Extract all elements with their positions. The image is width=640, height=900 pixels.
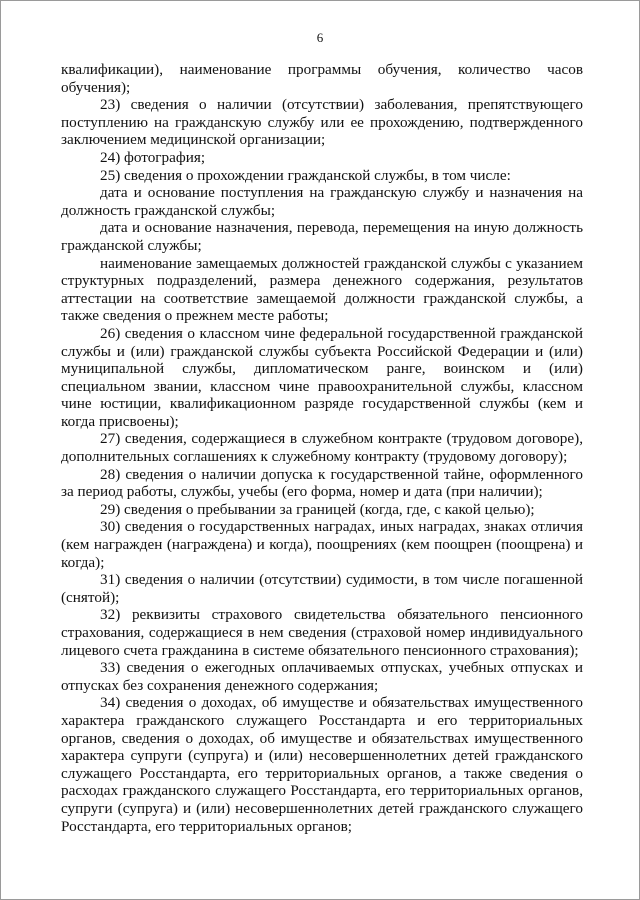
paragraph: 24) фотография; [100, 148, 206, 166]
paragraph: дата и основание поступления на гражданскую службу и назначения на должность гражданской службы; [61, 184, 583, 219]
paragraph: 28) сведения о наличии допуска к государственной тайне, оформленного за период работы, службы, учебы (его форма, номер и дата (при наличии); [61, 465, 583, 501]
paragraph: 31) сведения о наличии (отсутствии) судимости, в том числе погашенной (снятой); [61, 571, 583, 606]
paragraph: наименование замещаемых должностей гражданской службы с указанием структурных подразделений, размера денежного содержания, результатов аттестации на соответствие замещаемой должности гражданской службы, а также сведения о прежнем месте работы; [61, 254, 583, 325]
paragraph: 26) сведения о классном чине федеральной государственной гражданской службы и (или) гражданской службы субъекта Российской Федерации и (или) муниципальной службы, дипломатическом ранге, воинском и (или) специальном звании, классном чине правоохранительной службы, классном чине юстиции, квалификационном разряде государственной службы (кем и когда присвоены); [61, 324, 583, 430]
paragraph: 34) сведения о доходах, об имуществе и обязательствах имущественного характера гражданского служащего Росстандарта и его территориальных органов, сведения о доходах, об имуществе и обязательствах имущественного характера супруги (супруга) и (или) несовершеннолетних детей гражданского служащего Росстандарта, его территориальных органов, а также сведения о расходах гражданского служащего Росстандарта, его территориальных органов, супруги (супруга) и (или) несовершеннолетних детей гражданского служащего Росстандарта, его территориальных органов; [61, 694, 583, 835]
paragraph: дата и основание назначения, перевода, перемещения на иную должность гражданской службы; [61, 219, 583, 254]
page-number: 6 [316, 30, 324, 45]
paragraph: 25) сведения о прохождении гражданской службы, в том числе: [100, 166, 511, 184]
paragraph: 32) реквизиты страхового свидетельства обязательного пенсионного страхования, содержащиеся в нем сведения (страховой номер индивидуального лицевого счета гражданина в системе обязательного пенсионного страхования); [61, 606, 583, 659]
paragraph: 33) сведения о ежегодных оплачиваемых отпусках, учебных отпусках и отпусках без сохранения денежного содержания; [61, 659, 583, 694]
paragraph: 29) сведения о пребывании за границей (когда, где, с какой целью); [100, 500, 535, 518]
document-body [61, 61, 583, 835]
paragraph: 23) сведения о наличии (отсутствии) заболевания, препятствующего поступлению на гражданскую службу или ее прохождению, подтвержденного заключением медицинской организации; [61, 96, 583, 149]
paragraph: 30) сведения о государственных наградах, иных наградах, знаках отличия (кем награжден (награждена) и когда), поощрениях (кем поощрен (поощрена) и когда); [61, 518, 583, 571]
paragraph: квалификации), наименование программы обучения, количество часов обучения); [61, 61, 583, 96]
paragraph: 27) сведения, содержащиеся в служебном контракте (трудовом договоре), дополнительных соглашениях к служебному контракту (трудовому договору); [61, 430, 583, 466]
